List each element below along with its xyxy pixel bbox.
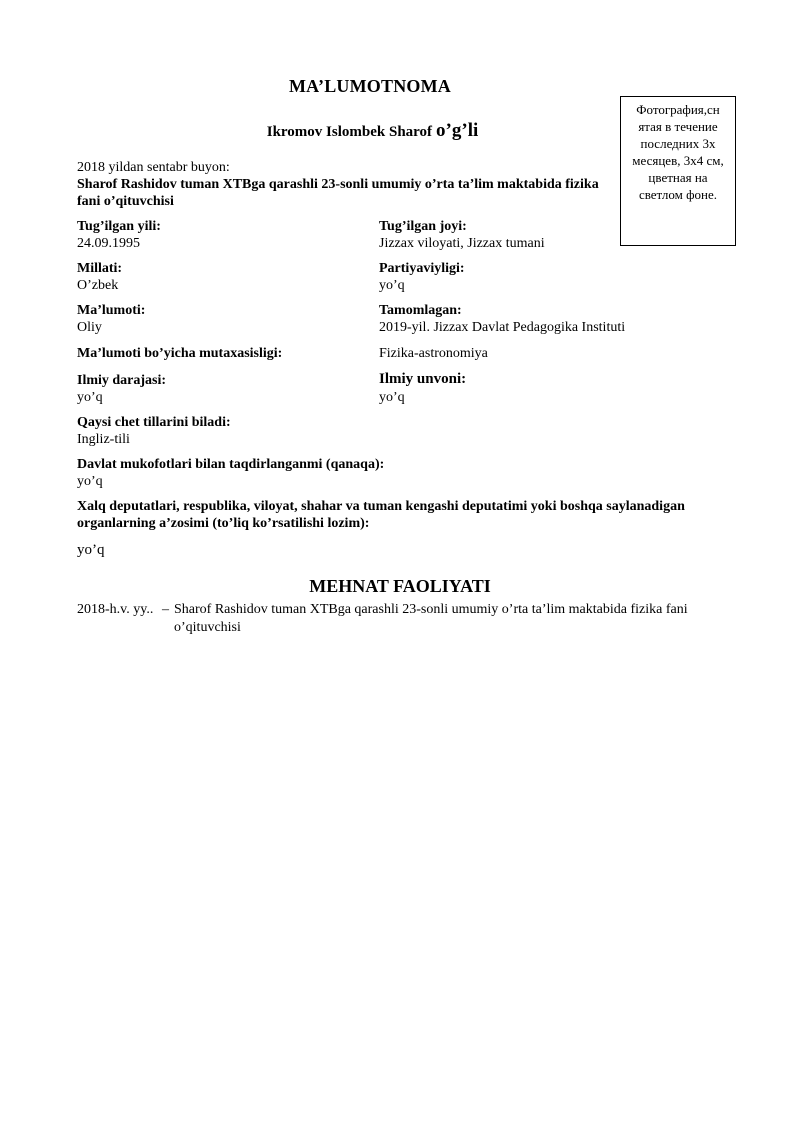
languages-value: Ingliz-tili [77,432,130,447]
work-history-title: MEHNAT FAOLIYATI [309,576,491,596]
graduated-value: 2019-yil. Jizzax Davlat Pedagogika Instituti [379,320,626,335]
birth-place-label: Tug’ilgan joyi: [379,219,467,234]
awards-value: yo’q [77,474,103,489]
work-history-description [162,601,734,637]
work-history-description-text: Sharof Rashidov tuman XTBga qarashli 23-sonli umumiy o’rta ta’lim maktabida fizika fani o’qituvchisi [174,602,688,635]
deputy-label: Xalq deputatlari, respublika, viloyat, shahar va tuman kengashi deputatimi yoki boshqa saylanadigan organlarning a’zosimi (to’liq ko’rsatilishi lozim): [77,499,685,531]
rank-value: yo’q [379,390,405,405]
document-title: MA’LUMOTNOMA [288,76,452,96]
work-history-dash: – [162,602,169,617]
birth-year-value: 24.09.1995 [77,236,140,251]
work-history-period: 2018-h.v. yy.. [77,602,154,617]
specialty-value: Fizika-astronomiya [379,346,488,361]
languages-label: Qaysi chet tillarini biladi: [77,415,231,430]
nationality-label: Millati: [77,261,123,276]
awards-label: Davlat mukofotlari bilan taqdirlanganmi (qanaqa): [77,457,385,472]
deputy-value: yo’q [77,542,105,558]
graduated-label: Tamomlagan: [379,303,462,318]
specialty-label: Ma’lumoti bo’yicha mutaxasisligi: [77,346,283,361]
party-label: Partiyaviyligi: [379,261,465,276]
rank-label: Ilmiy unvoni: [379,371,467,387]
photo-placeholder: Фотография,сн ятая в течение последних 3х месяцев, 3x4 см, цветная на светлом фоне. [620,96,736,246]
degree-label: Ilmiy darajasi: [77,373,167,388]
birth-year-label: Tug’ilgan yili: [77,219,161,234]
nationality-value: O’zbek [77,278,119,293]
person-name-suffix: o’g’li [436,120,479,141]
degree-value: yo’q [77,390,103,405]
education-value: Oliy [77,320,102,335]
since-label: 2018 yildan sentabr buyon: [77,160,230,175]
person-name-main: Ikromov Islombek Sharof [266,124,433,140]
education-label: Ma’lumoti: [77,303,146,318]
party-value: yo’q [379,278,405,293]
current-position: Sharof Rashidov tuman XTBga qarashli 23-sonli umumiy o’rta ta’lim maktabida fizika fani o’qituvchisi [77,177,599,209]
birth-place-value: Jizzax viloyati, Jizzax tumani [379,236,545,251]
